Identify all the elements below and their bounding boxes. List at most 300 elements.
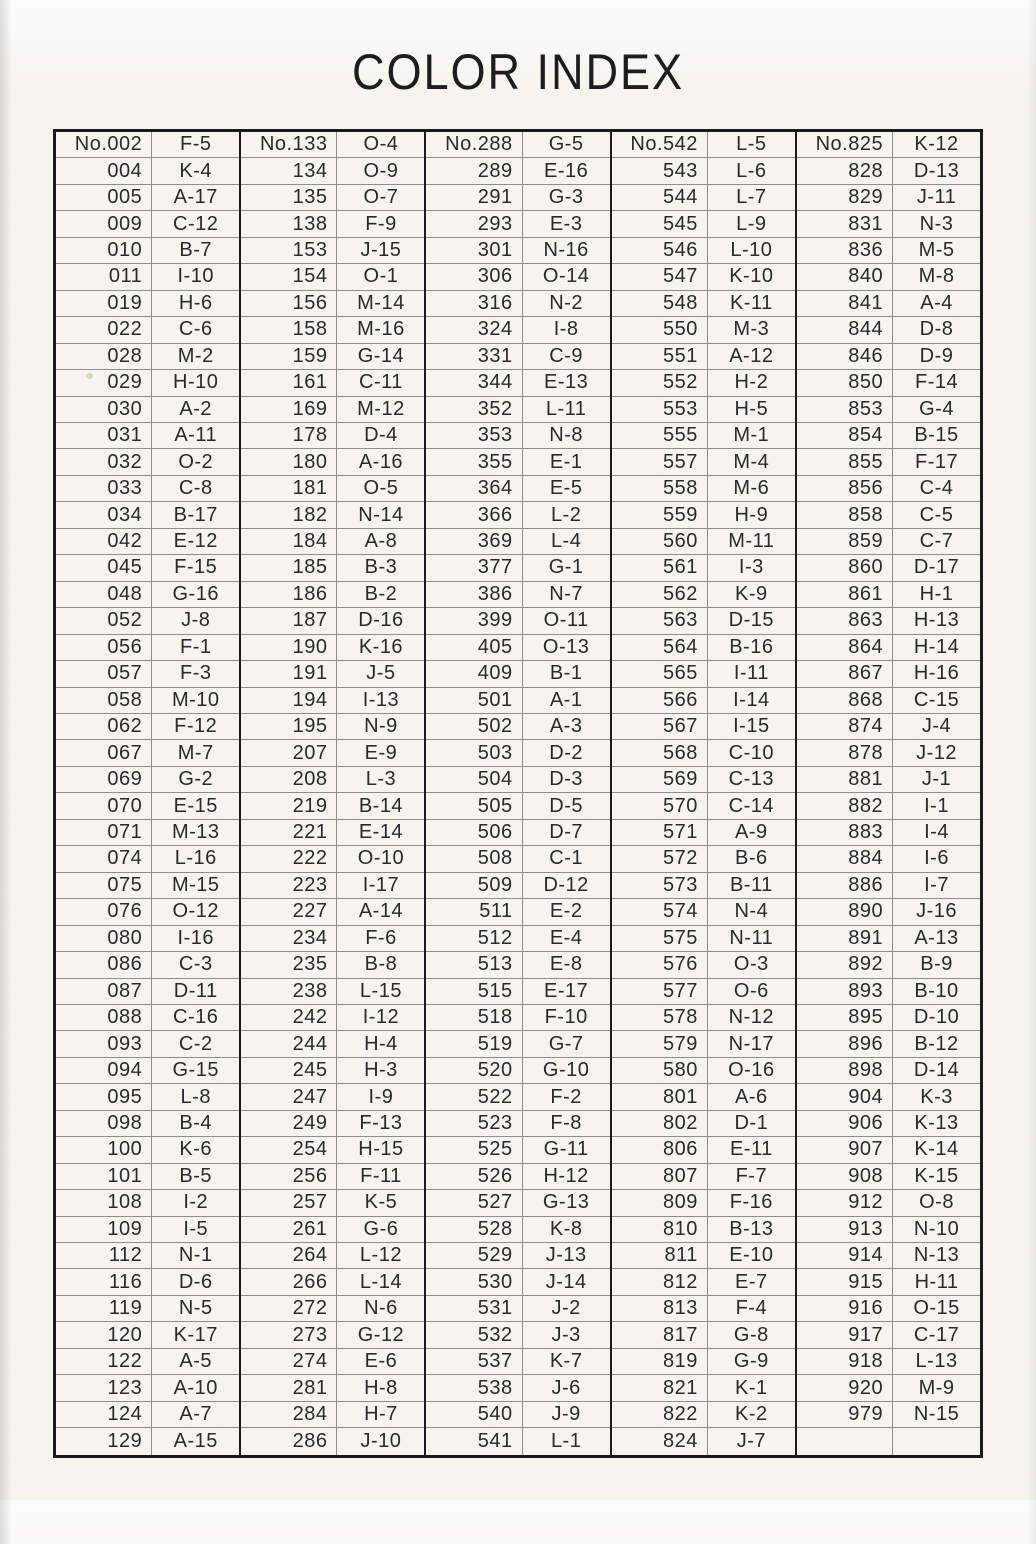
table-row [797,952,980,978]
index-number-cell: 537 [477,1350,513,1373]
table-row [56,635,239,661]
index-number-cell: 840 [848,265,884,288]
color-code-cell: H-11 [892,1269,980,1294]
index-number-cell: 169 [292,397,328,420]
table-row [797,1349,980,1375]
index-number-cell: 920 [848,1376,884,1399]
color-code-cell: A-8 [336,529,424,554]
color-code-cell: K-13 [892,1111,980,1136]
index-number-cell: 185 [292,556,328,579]
color-code-cell: I-15 [707,714,795,739]
index-number-cell: 841 [848,291,884,314]
index-number-cell: 154 [292,265,328,288]
index-number-cell: 227 [292,900,328,923]
index-number-cell: 234 [292,926,328,949]
color-code-cell: C-16 [151,1005,239,1030]
table-row [797,1190,980,1216]
color-code-cell: J-5 [336,661,424,686]
color-code-cell: B-1 [522,661,610,686]
index-number-cell: 045 [107,556,143,579]
table-row [426,555,609,581]
table-row [612,449,795,475]
color-code-cell: F-13 [336,1111,424,1136]
index-number-cell: 067 [107,741,143,764]
table-row [426,635,609,661]
color-code-cell: E-14 [336,820,424,845]
index-number-cell: 568 [663,741,698,764]
color-code-cell: L-7 [707,185,795,210]
table-row [56,370,239,396]
table-row [241,158,424,184]
color-code-cell: N-9 [336,714,424,739]
table-column-group [610,132,795,1455]
index-number-cell: 552 [663,371,698,394]
color-code-cell: D-3 [522,767,610,792]
index-number-cell: 098 [107,1111,143,1134]
color-code-cell: L-2 [522,502,610,527]
table-row [426,1031,609,1057]
color-code-cell: C-15 [892,688,980,713]
color-code-cell: E-15 [151,793,239,818]
index-number-cell: 070 [107,794,143,817]
index-number-cell: 156 [292,291,328,314]
index-number-cell: 030 [107,397,143,420]
color-code-cell: J-6 [522,1375,610,1400]
color-code-cell: F-7 [707,1164,795,1189]
index-number-cell: 569 [663,768,698,791]
index-number-cell: 190 [292,635,328,658]
index-number-cell: 069 [107,768,143,791]
table-row [56,793,239,819]
color-code-cell: O-8 [892,1190,980,1215]
color-code-cell: C-6 [151,317,239,342]
table-row [797,291,980,317]
color-code-cell: J-4 [892,714,980,739]
color-code-cell: M-13 [151,820,239,845]
table-row [426,476,609,502]
index-number-cell: 080 [107,926,143,949]
table-row [56,1296,239,1322]
index-number-cell: 266 [292,1270,328,1293]
index-number-cell: 882 [848,794,884,817]
table-row [241,1269,424,1295]
color-code-cell: K-17 [151,1322,239,1347]
index-number-cell: 306 [477,265,513,288]
color-code-cell: B-15 [892,423,980,448]
table-row [241,1375,424,1401]
table-row [612,714,795,740]
index-number-cell: 094 [107,1059,143,1082]
color-code-cell: M-6 [707,476,795,501]
color-code-cell: B-11 [707,873,795,898]
color-code-cell: H-16 [892,661,980,686]
color-code-cell: E-6 [336,1349,424,1374]
color-code-cell: B-17 [151,502,239,527]
color-code-cell: M-15 [151,873,239,898]
table-column-group [239,132,424,1455]
index-number-cell: 819 [663,1350,698,1373]
index-number-cell: 221 [292,821,328,843]
table-row [612,820,795,846]
table-row [56,238,239,264]
color-code-cell: L-11 [522,397,610,422]
table-row [612,158,795,184]
color-code-cell: O-9 [336,158,424,183]
index-number-cell: 238 [292,979,328,1002]
table-row [56,1322,239,1348]
table-row [241,582,424,608]
table-row [56,714,239,740]
index-number-cell: 844 [848,318,884,341]
color-code-cell: G-7 [522,1031,610,1056]
table-row [241,740,424,766]
index-number-cell: 558 [663,477,698,500]
color-code-cell: I-16 [151,926,239,951]
color-code-cell: E-2 [522,899,610,924]
index-number-cell: 809 [663,1191,698,1214]
color-code-cell: J-1 [892,767,980,792]
color-code-cell: A-7 [151,1402,239,1427]
table-row [612,1217,795,1243]
index-number-cell: 884 [848,847,884,870]
table-row [241,661,424,687]
index-number-cell: 109 [107,1217,143,1240]
table-row [241,370,424,396]
table-row [426,344,609,370]
table-row [612,502,795,528]
color-code-cell: L-10 [707,238,795,263]
index-number-cell: 135 [292,186,328,209]
table-row [797,1322,980,1348]
color-code-cell: H-7 [336,1402,424,1427]
index-number-cell: 562 [663,582,698,605]
index-number-cell: 578 [663,1006,698,1029]
table-row [612,635,795,661]
index-number-cell: 377 [477,556,513,579]
table-row [241,846,424,872]
color-code-cell: H-3 [336,1058,424,1083]
table-row [241,1111,424,1137]
color-code-cell: K-12 [892,132,980,157]
index-number-cell: 119 [108,1297,143,1320]
table-row [426,1164,609,1190]
table-row [797,1296,980,1322]
color-code-cell: A-6 [707,1084,795,1109]
table-row [56,1137,239,1163]
color-code-cell: K-6 [151,1137,239,1162]
index-number-cell: 257 [292,1191,328,1214]
color-code-cell: N-12 [707,1005,795,1030]
table-row [241,476,424,502]
color-code-cell: D-9 [892,344,980,369]
index-number-cell: 836 [848,239,884,262]
color-code-cell: A-2 [151,397,239,422]
table-row [612,132,795,158]
table-row [426,1217,609,1243]
index-number-cell: 075 [107,873,143,896]
index-number-cell: 181 [292,477,328,500]
color-code-cell: I-6 [892,846,980,871]
index-number-cell: 812 [663,1270,698,1293]
index-number-cell: 864 [848,635,884,658]
color-code-cell: L-9 [707,211,795,236]
index-number-cell: 187 [292,609,328,632]
index-number-cell: 522 [477,1085,513,1108]
color-code-cell: B-7 [151,238,239,263]
index-number-cell: 896 [848,1032,884,1055]
color-code-cell: O-1 [336,264,424,289]
table-row [426,1402,609,1428]
index-number-cell: 301 [477,239,513,262]
table-row [612,1137,795,1163]
table-row [56,767,239,793]
index-number-cell: 093 [107,1032,143,1055]
color-code-cell: B-4 [151,1111,239,1136]
table-row [241,291,424,317]
index-number-cell: 526 [477,1164,513,1187]
index-number-cell: 029 [107,371,143,394]
color-code-cell: N-13 [892,1243,980,1268]
color-code-cell: L-12 [336,1243,424,1268]
table-row [426,899,609,925]
table-row [241,926,424,952]
table-row [241,1058,424,1084]
color-code-cell: A-16 [336,449,424,474]
table-row [612,476,795,502]
index-number-cell: 579 [663,1032,698,1055]
color-code-cell: M-3 [707,317,795,342]
table-row [241,1402,424,1428]
table-row [797,846,980,872]
table-row [241,688,424,714]
index-number-cell: 219 [292,794,328,817]
color-code-cell: C-14 [707,793,795,818]
index-number-cell: 567 [663,715,698,738]
table-row [426,397,609,423]
color-code-cell: L-16 [151,846,239,871]
color-code-cell: E-8 [522,952,610,977]
color-code-cell: D-1 [707,1111,795,1136]
color-code-cell: F-17 [892,449,980,474]
color-code-cell: D-15 [707,608,795,633]
color-code-cell: K-3 [892,1084,980,1109]
color-code-cell: A-17 [151,185,239,210]
table-row [426,952,609,978]
color-code-cell: K-14 [892,1137,980,1162]
index-number-cell: 515 [477,979,513,1002]
color-code-cell: I-13 [336,688,424,713]
color-code-cell: C-8 [151,476,239,501]
index-number-cell: 122 [107,1350,143,1373]
color-code-cell: O-14 [522,264,610,289]
table-row [797,211,980,237]
table-row [241,317,424,343]
table-row [797,661,980,687]
color-code-cell: E-3 [522,211,610,236]
table-row [241,1296,424,1322]
color-code-cell: N-8 [522,423,610,448]
index-number-cell: 886 [848,873,884,896]
table-row [241,264,424,290]
color-code-cell: G-2 [151,767,239,792]
color-code-cell: G-11 [522,1137,610,1162]
color-code-cell: O-6 [707,979,795,1004]
index-number-cell: 138 [292,212,328,235]
index-number-cell: 088 [107,1006,143,1029]
index-number-cell: 883 [848,821,884,843]
table-row [241,1243,424,1269]
table-row [797,344,980,370]
table-row [612,1084,795,1110]
index-number-cell: 284 [292,1402,328,1425]
table-row [56,899,239,925]
color-code-cell: L-8 [151,1084,239,1109]
index-number-cell: 566 [663,688,698,711]
table-row [241,529,424,555]
table-row [241,211,424,237]
table-column-group [56,132,239,1455]
color-code-cell: B-10 [892,979,980,1004]
color-code-cell: E-17 [522,979,610,1004]
index-number-cell: 274 [292,1350,328,1373]
index-number-cell: 186 [292,582,328,605]
table-row [241,1084,424,1110]
table-row [426,529,609,555]
color-code-cell: F-4 [707,1296,795,1321]
table-row [56,502,239,528]
index-number-cell: 528 [477,1217,513,1240]
index-number-cell: 891 [848,926,884,949]
color-code-cell: K-4 [151,158,239,183]
table-row [56,688,239,714]
table-row [612,1296,795,1322]
table-row [426,1269,609,1295]
color-code-cell: L-15 [336,979,424,1004]
index-number-cell: 184 [292,530,328,553]
color-code-cell: N-10 [892,1217,980,1242]
table-row [241,793,424,819]
index-number-cell: 574 [663,900,698,923]
index-number-cell: 254 [292,1138,328,1161]
index-number-cell: 557 [663,450,698,473]
color-code-cell: K-8 [522,1217,610,1242]
table-row [426,793,609,819]
table-row [797,820,980,846]
table-row [797,1428,980,1454]
index-number-cell: 235 [292,953,328,976]
index-number-cell: 004 [107,159,143,182]
index-number-cell: 289 [477,159,513,182]
index-number-cell: 010 [107,239,143,262]
index-number-cell: 559 [663,503,698,526]
table-row [241,635,424,661]
color-code-cell: M-16 [336,317,424,342]
index-number-cell: 009 [107,212,143,235]
color-code-cell: O-7 [336,185,424,210]
color-code-cell: I-5 [151,1217,239,1242]
index-number-cell: 087 [107,979,143,1002]
table-row [612,264,795,290]
table-row [241,1031,424,1057]
index-number-cell: 011 [108,265,143,288]
color-code-cell: C-11 [336,370,424,395]
color-code-cell: B-3 [336,555,424,580]
index-number-cell: 153 [292,239,328,262]
color-code-cell: I-11 [707,661,795,686]
index-number-cell: 242 [292,1006,328,1029]
index-number-cell: 353 [477,424,513,447]
table-row [426,1243,609,1269]
index-number-cell: 005 [107,186,143,209]
index-number-cell: 032 [107,450,143,473]
index-number-cell: 071 [107,821,143,843]
color-code-cell: O-5 [336,476,424,501]
index-number-cell: 364 [477,477,513,500]
color-code-cell: E-4 [522,926,610,951]
index-number-cell: 802 [663,1111,698,1134]
index-number-cell: 573 [663,873,698,896]
table-row [56,1349,239,1375]
index-number-cell: 056 [107,635,143,658]
color-code-cell: H-12 [522,1164,610,1189]
index-number-cell: 895 [848,1006,884,1029]
index-number-cell: 405 [477,635,513,658]
table-row [797,370,980,396]
table-row [241,555,424,581]
index-number-cell: 134 [292,159,328,182]
color-code-cell: K-10 [707,264,795,289]
index-number-cell: 223 [292,873,328,896]
table-row [56,185,239,211]
color-code-cell: K-16 [336,635,424,660]
color-code-cell: J-12 [892,740,980,765]
table-row [612,185,795,211]
index-number-cell: 867 [848,662,884,685]
table-row [612,899,795,925]
index-number-cell: 161 [292,371,328,394]
table-row [426,317,609,343]
index-number-cell: 505 [477,794,513,817]
table-row [612,661,795,687]
color-code-cell: M-12 [336,397,424,422]
color-code-cell: F-5 [151,132,239,157]
table-row [797,238,980,264]
table-row [56,1190,239,1216]
table-row [241,1005,424,1031]
table-row [426,1190,609,1216]
table-row [241,979,424,1005]
index-number-cell: 575 [663,926,698,949]
color-code-cell: J-14 [522,1269,610,1294]
table-row [241,767,424,793]
index-number-cell: 519 [477,1032,513,1055]
index-number-cell: 576 [663,953,698,976]
color-code-cell: F-10 [522,1005,610,1030]
table-row [426,264,609,290]
color-code-cell: G-1 [522,555,610,580]
index-number-cell: 859 [848,530,884,553]
color-code-cell: B-13 [707,1217,795,1242]
color-code-cell: N-3 [892,211,980,236]
table-row [426,873,609,899]
color-code-cell: E-16 [522,158,610,183]
color-code-cell: I-7 [892,873,980,898]
table-row [612,397,795,423]
table-row [426,423,609,449]
table-row [612,1349,795,1375]
color-code-cell: H-6 [151,291,239,316]
color-code-cell: E-9 [336,740,424,765]
